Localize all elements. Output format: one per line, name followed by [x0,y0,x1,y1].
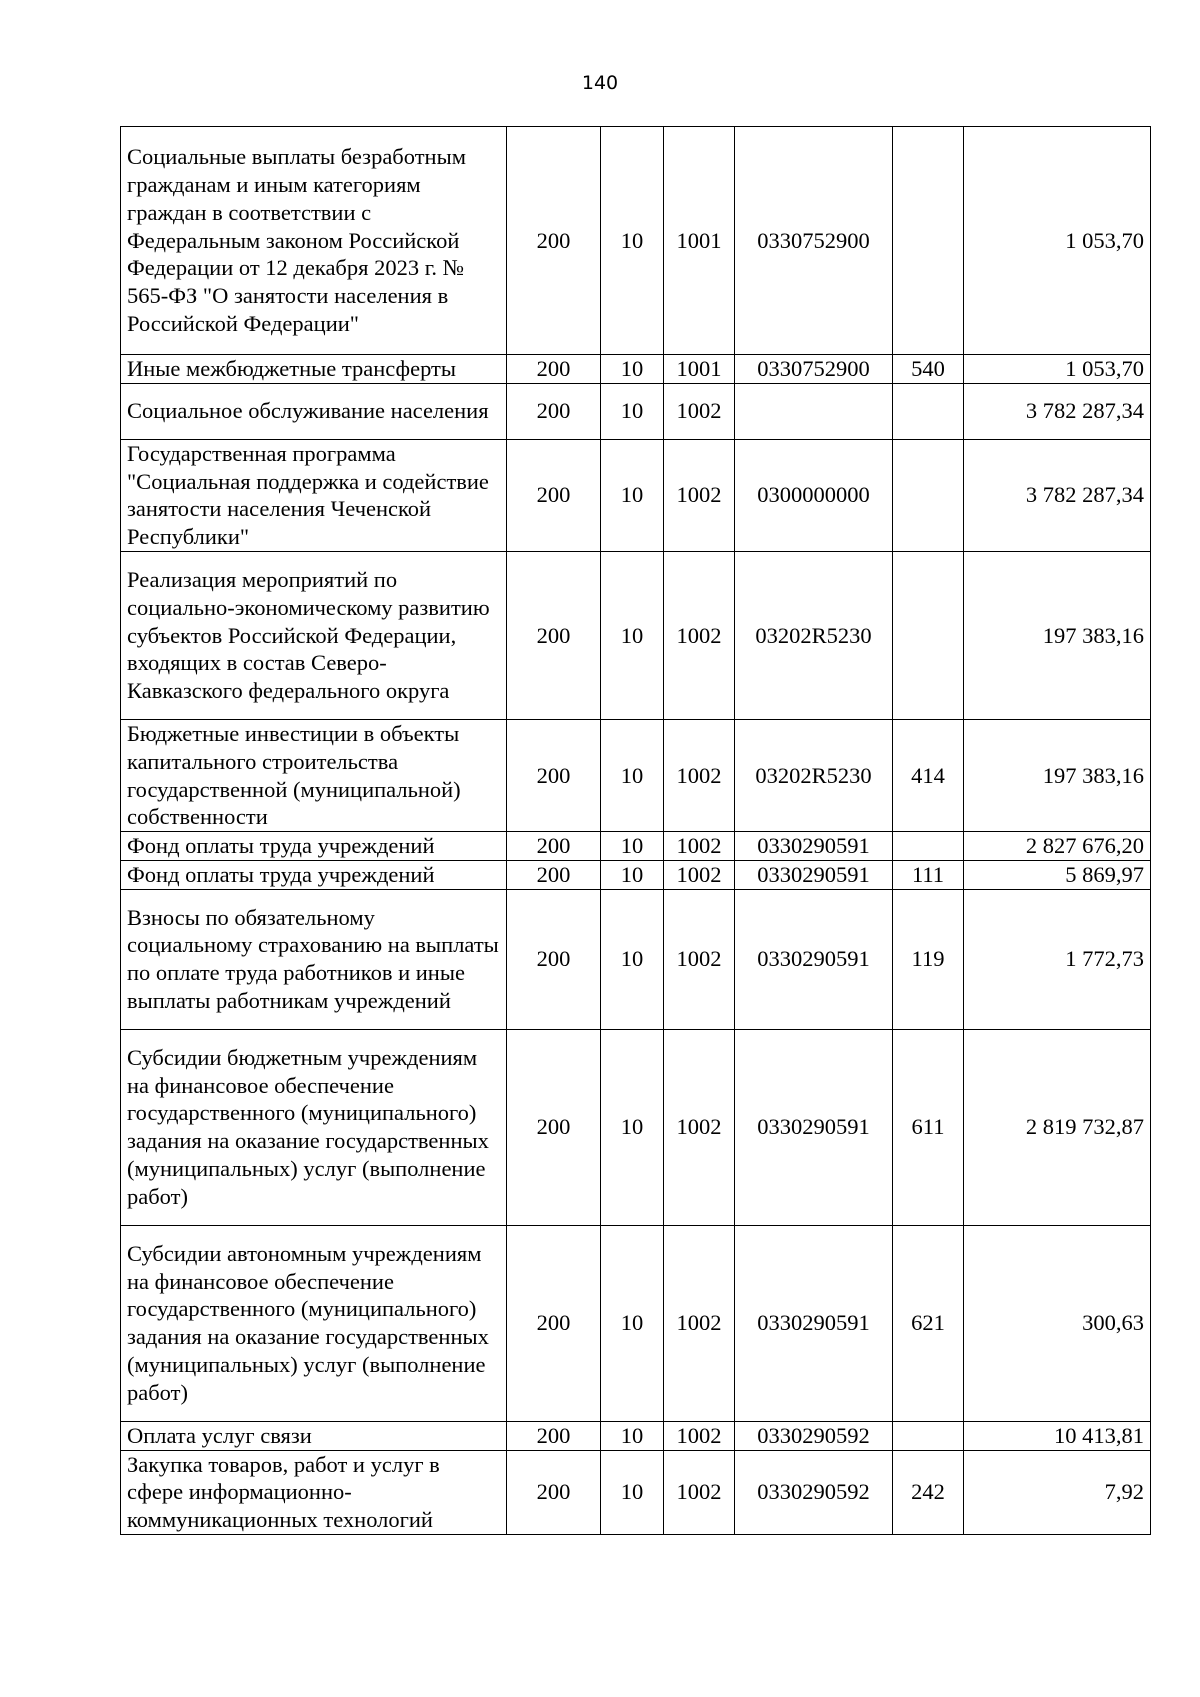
target-article-code-cell: 03202R5230 [735,551,893,719]
item-name-cell: Взносы по обязательному социальному страхованию на выплаты по оплате труда работников и иные выплаты работникам учреждений [121,889,507,1029]
department-code-cell: 200 [507,1450,601,1534]
table-row [121,439,1151,551]
item-name-cell: Социальное обслуживание населения [121,383,507,439]
section-code-cell: 10 [601,889,664,1029]
amount-cell: 7,92 [964,1450,1151,1534]
expense-type-code-cell: 621 [893,1225,964,1421]
section-code-cell: 10 [601,383,664,439]
subsection-code-cell: 1001 [664,355,735,384]
department-code-cell: 200 [507,1421,601,1450]
department-code-cell: 200 [507,1225,601,1421]
subsection-code-cell: 1002 [664,719,735,831]
item-name-cell: Бюджетные инвестиции в объекты капитального строительства государственной (муниципальной) собственности [121,719,507,831]
department-code-cell: 200 [507,1029,601,1225]
table-row [121,1029,1151,1225]
item-name-cell: Закупка товаров, работ и услуг в сфере информационно-коммуникационных технологий [121,1450,507,1534]
department-code-cell: 200 [507,889,601,1029]
target-article-code-cell: 03202R5230 [735,719,893,831]
budget-table-body [121,127,1151,1535]
subsection-code-cell: 1002 [664,383,735,439]
department-code-cell: 200 [507,860,601,889]
target-article-code-cell: 0330752900 [735,127,893,355]
subsection-code-cell: 1002 [664,832,735,861]
table-row [121,1225,1151,1421]
target-article-code-cell: 0330290591 [735,889,893,1029]
expense-type-code-cell: 611 [893,1029,964,1225]
amount-cell: 300,63 [964,1225,1151,1421]
target-article-code-cell: 0330752900 [735,355,893,384]
department-code-cell: 200 [507,439,601,551]
amount-cell: 3 782 287,34 [964,383,1151,439]
expense-type-code-cell: 414 [893,719,964,831]
expense-type-code-cell [893,383,964,439]
target-article-code-cell [735,383,893,439]
department-code-cell: 200 [507,832,601,861]
department-code-cell: 200 [507,719,601,831]
item-name-cell: Иные межбюджетные трансферты [121,355,507,384]
amount-cell: 2 827 676,20 [964,832,1151,861]
amount-cell: 10 413,81 [964,1421,1151,1450]
expense-type-code-cell: 111 [893,860,964,889]
table-row [121,832,1151,861]
department-code-cell: 200 [507,127,601,355]
subsection-code-cell: 1002 [664,1029,735,1225]
department-code-cell: 200 [507,551,601,719]
target-article-code-cell: 0330290592 [735,1421,893,1450]
section-code-cell: 10 [601,1421,664,1450]
table-row [121,551,1151,719]
amount-cell: 2 819 732,87 [964,1029,1151,1225]
expense-type-code-cell [893,127,964,355]
item-name-cell: Социальные выплаты безработным гражданам и иным категориям граждан в соответствии с Федеральным законом Российской Федерации от 12 декабря 2023 г. № 565-ФЗ "О занятости населения в Российской Федерации" [121,127,507,355]
section-code-cell: 10 [601,1450,664,1534]
subsection-code-cell: 1002 [664,1421,735,1450]
section-code-cell: 10 [601,719,664,831]
subsection-code-cell: 1002 [664,439,735,551]
item-name-cell: Государственная программа "Социальная поддержка и содействие занятости населения Чеченской Республики" [121,439,507,551]
section-code-cell: 10 [601,127,664,355]
section-code-cell: 10 [601,551,664,719]
target-article-code-cell: 0330290592 [735,1450,893,1534]
item-name-cell: Оплата услуг связи [121,1421,507,1450]
subsection-code-cell: 1002 [664,1450,735,1534]
subsection-code-cell: 1001 [664,127,735,355]
table-row [121,719,1151,831]
target-article-code-cell: 0330290591 [735,832,893,861]
section-code-cell: 10 [601,1225,664,1421]
table-row [121,860,1151,889]
item-name-cell: Реализация мероприятий по социально-экономическому развитию субъектов Российской Федерации, входящих в состав Северо-Кавказского федерального округа [121,551,507,719]
budget-table [120,126,1151,1535]
amount-cell: 1 772,73 [964,889,1151,1029]
table-row [121,127,1151,355]
section-code-cell: 10 [601,1029,664,1225]
department-code-cell: 200 [507,355,601,384]
amount-cell: 197 383,16 [964,551,1151,719]
section-code-cell: 10 [601,860,664,889]
subsection-code-cell: 1002 [664,889,735,1029]
table-row [121,355,1151,384]
section-code-cell: 10 [601,832,664,861]
expense-type-code-cell: 242 [893,1450,964,1534]
table-row [121,383,1151,439]
table-row [121,889,1151,1029]
expense-type-code-cell: 540 [893,355,964,384]
target-article-code-cell: 0330290591 [735,1029,893,1225]
item-name-cell: Фонд оплаты труда учреждений [121,860,507,889]
amount-cell: 197 383,16 [964,719,1151,831]
amount-cell: 1 053,70 [964,355,1151,384]
target-article-code-cell: 0300000000 [735,439,893,551]
amount-cell: 5 869,97 [964,860,1151,889]
page-number: 140 [581,72,619,94]
item-name-cell: Субсидии автономным учреждениям на финансовое обеспечение государственного (муниципального) задания на оказание государственных (муниципальных) услуг (выполнение работ) [121,1225,507,1421]
table-row [121,1421,1151,1450]
item-name-cell: Субсидии бюджетным учреждениям на финансовое обеспечение государственного (муниципального) задания на оказание государственных (муниципальных) услуг (выполнение работ) [121,1029,507,1225]
expense-type-code-cell [893,439,964,551]
subsection-code-cell: 1002 [664,860,735,889]
section-code-cell: 10 [601,439,664,551]
expense-type-code-cell [893,1421,964,1450]
expense-type-code-cell [893,832,964,861]
department-code-cell: 200 [507,383,601,439]
section-code-cell: 10 [601,355,664,384]
amount-cell: 3 782 287,34 [964,439,1151,551]
subsection-code-cell: 1002 [664,1225,735,1421]
table-row [121,1450,1151,1534]
subsection-code-cell: 1002 [664,551,735,719]
expense-type-code-cell [893,551,964,719]
expense-type-code-cell: 119 [893,889,964,1029]
target-article-code-cell: 0330290591 [735,1225,893,1421]
item-name-cell: Фонд оплаты труда учреждений [121,832,507,861]
target-article-code-cell: 0330290591 [735,860,893,889]
amount-cell: 1 053,70 [964,127,1151,355]
